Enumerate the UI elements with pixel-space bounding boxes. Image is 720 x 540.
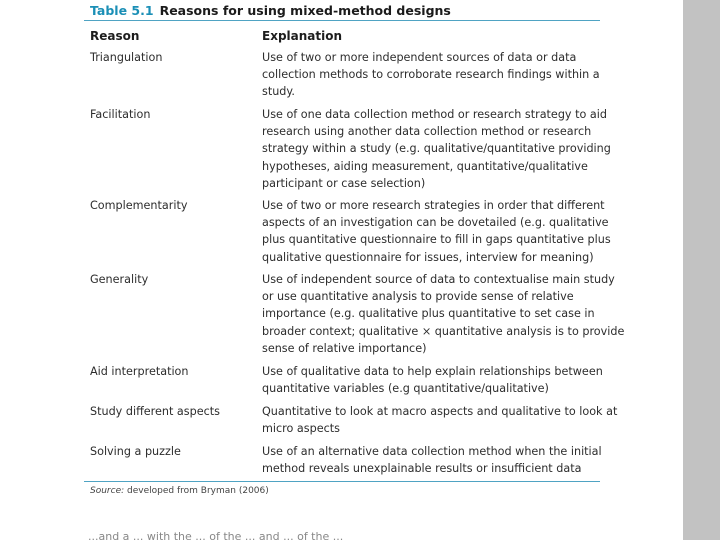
- explanation-line: aspects of an investigation can be dovetailed (e.g. qualitative: [262, 216, 609, 230]
- table-title: Reasons for using mixed-method designs: [159, 3, 451, 18]
- explanation-line: Use of independent source of data to contextualise main study: [262, 273, 615, 286]
- column-header-explanation: Explanation: [262, 29, 343, 43]
- row-explanation: [262, 197, 611, 266]
- explanation-line: participant or case selection): [262, 176, 426, 190]
- source-text: developed from Bryman (2006): [127, 486, 269, 496]
- column-header-reason: Reason: [90, 29, 140, 43]
- explanation-line: importance (e.g. qualitative plus quantitative to set case in: [262, 307, 595, 321]
- row-reason: Aid interpretation: [90, 365, 189, 378]
- explanation-line: Use of two or more research strategies in order that different: [262, 199, 605, 212]
- explanation-line: sense of relative importance): [262, 341, 427, 355]
- row-reason: Generality: [90, 273, 149, 286]
- row-reason: Complementarity: [90, 199, 188, 212]
- side-panel: [683, 0, 720, 540]
- table-number: Table 5.1: [90, 3, 154, 18]
- explanation-line: broader context; qualitative × quantitative analysis is to provide: [262, 324, 625, 338]
- row-explanation: [262, 403, 618, 437]
- row-explanation: [262, 443, 600, 477]
- explanation-line: Quantitative to look at macro aspects and qualitative to look at: [262, 405, 618, 418]
- table-bottom-rule: [84, 481, 600, 482]
- row-explanation: [262, 49, 600, 101]
- explanation-line: study.: [262, 85, 295, 99]
- explanation-line: or use quantitative analysis to provide sense of relative: [262, 290, 574, 304]
- explanation-line: quantitative variables (e.g quantitative/qualitative): [262, 382, 549, 396]
- explanation-line: micro aspects: [262, 422, 340, 436]
- explanation-line: Use of one data collection method or research strategy to aid: [262, 108, 607, 121]
- explanation-line: hypotheses, aiding measurement, quantitative/qualitative: [262, 159, 588, 173]
- cutoff-body-text: ...and a ... with the ... of the ... and ... of the ...: [88, 531, 344, 540]
- row-reason: Solving a puzzle: [90, 445, 181, 458]
- row-reason: Triangulation: [90, 51, 163, 64]
- row-explanation: [262, 106, 611, 192]
- row-explanation: [262, 363, 603, 397]
- row-explanation: [262, 271, 625, 357]
- explanation-line: collection methods to corroborate research findings within a: [262, 68, 600, 82]
- explanation-line: research using another data collection method or research: [262, 125, 592, 139]
- explanation-line: plus quantitative questionnaire to fill in gaps quantitative plus: [262, 233, 611, 247]
- document-page: [84, 0, 625, 540]
- table-top-rule: [84, 20, 600, 21]
- explanation-line: qualitative questionnaire for issues, interview for meaning): [262, 250, 594, 264]
- table-heading: [90, 3, 451, 19]
- explanation-line: Use of two or more independent sources of data or data: [262, 51, 577, 64]
- explanation-line: Use of qualitative data to help explain relationships between: [262, 365, 603, 378]
- row-reason: Study different aspects: [90, 405, 220, 418]
- explanation-line: Use of an alternative data collection method when the initial: [262, 445, 602, 458]
- source-label: Source:: [90, 486, 125, 496]
- row-reason: Facilitation: [90, 108, 151, 121]
- explanation-line: method reveals unexplainable results or insufficient data: [262, 462, 582, 476]
- explanation-line: strategy within a study (e.g. qualitative/quantitative providing: [262, 142, 611, 156]
- table-source: [90, 485, 269, 497]
